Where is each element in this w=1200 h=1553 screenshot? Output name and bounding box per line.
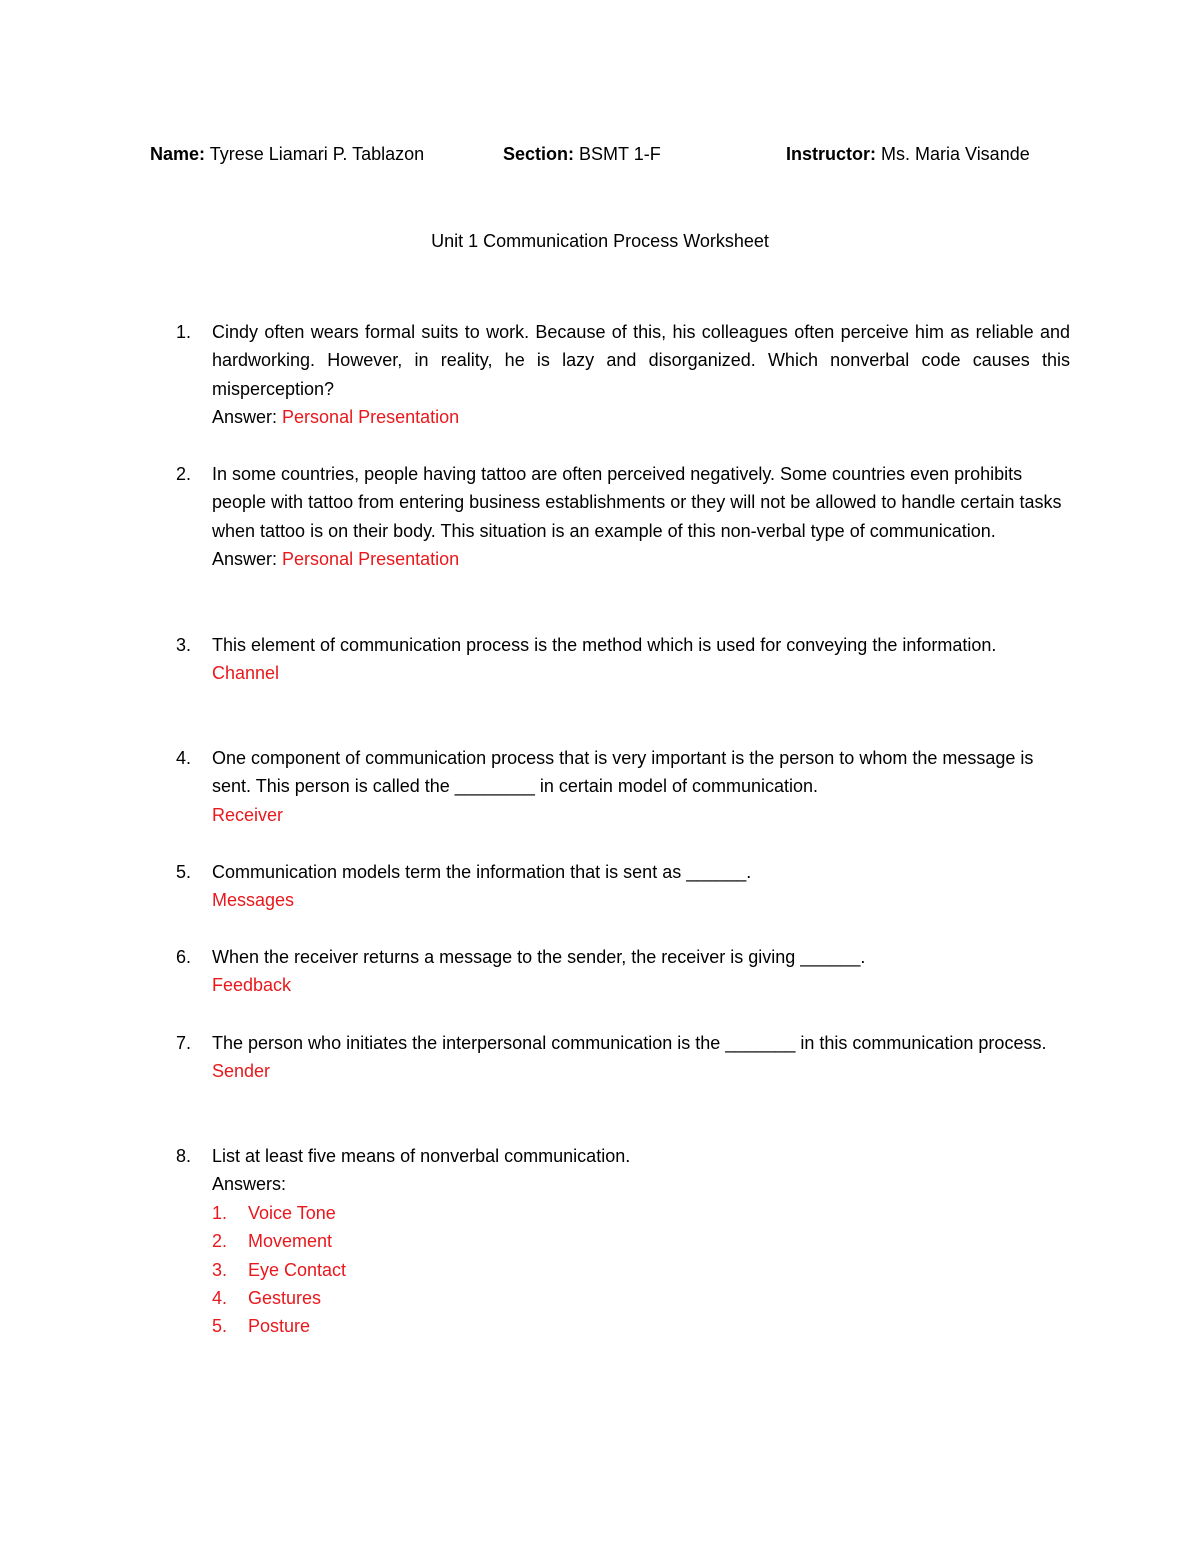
question-4 — [150, 744, 1070, 829]
answer-text: Feedback — [212, 975, 292, 996]
question-text: In some countries, people having tattoo are often perceived negatively. Some countries even prohibits people with tattoo from entering business establishments or they will not be allowed to handle certain tasks when tattoo is on their body. This situation is an example of this non-verbal type of communication. — [212, 464, 1062, 541]
section-label: Section: — [503, 144, 575, 164]
question-text: When the receiver returns a message to the sender, the receiver is giving ______. — [212, 947, 866, 967]
answer-item-text: Gestures — [248, 1288, 322, 1309]
answer-item-number: 1. — [212, 1202, 228, 1223]
answer-item-number: 3. — [212, 1259, 228, 1280]
question-number: 7. — [176, 1033, 192, 1053]
question-6 — [150, 943, 1070, 1000]
question-text: Cindy often wears formal suits to work. Because of this, his colleagues often perceive him as reliable and hardworking. However, in reality, he is lazy and disorganized. Which nonverbal code causes this misperception? — [212, 322, 1070, 399]
worksheet-title: Unit 1 Communication Process Worksheet — [431, 231, 769, 251]
question-number: 5. — [176, 862, 192, 882]
answer-item-text: Eye Contact — [248, 1259, 347, 1280]
answer-item-text: Movement — [248, 1231, 333, 1252]
question-text: The person who initiates the interpersonal communication is the _______ in this communication process. — [212, 1033, 1047, 1053]
instructor-field — [786, 144, 1030, 165]
answer-label: Answers: — [212, 1174, 287, 1195]
question-text: One component of communication process that is very important is the person to whom the message is sent. This person is called the ________ in certain model of communication. — [212, 748, 1034, 797]
answer-line — [212, 545, 1070, 573]
answer-text: Receiver — [212, 804, 284, 825]
question-number: 4. — [176, 748, 192, 768]
answer-list-item — [212, 1284, 1070, 1312]
question-2 — [150, 460, 1070, 574]
answer-text: Personal Presentation — [282, 549, 460, 570]
question-text: List at least five means of nonverbal communication. — [212, 1146, 631, 1166]
answer-list-item — [212, 1199, 1070, 1227]
answer-list-item — [212, 1256, 1070, 1284]
question-text: This element of communication process is the method which is used for conveying the information. — [212, 635, 997, 655]
answer-text: Personal Presentation — [282, 407, 460, 428]
answer-text: Messages — [212, 890, 295, 911]
section-value: BSMT 1-F — [574, 144, 661, 164]
answer-item-text: Voice Tone — [248, 1202, 336, 1223]
question-3 — [150, 631, 1070, 688]
question-1 — [150, 318, 1070, 432]
section-field — [503, 144, 661, 165]
question-number: 8. — [176, 1146, 192, 1166]
question-8 — [150, 1142, 1070, 1341]
answer-item-number: 4. — [212, 1288, 228, 1309]
answer-text: Channel — [212, 663, 280, 684]
question-number: 6. — [176, 947, 192, 967]
question-number: 1. — [176, 322, 192, 342]
answer-line — [212, 403, 1070, 431]
name-value: Tyrese Liamari P. Tablazon — [205, 144, 425, 164]
answer-item-text: Posture — [248, 1316, 311, 1337]
answer-item-number: 2. — [212, 1231, 228, 1252]
question-5 — [150, 858, 1070, 915]
answer-text: Sender — [212, 1061, 271, 1082]
answer-label: Answer: — [212, 549, 283, 570]
question-text: Communication models term the information that is sent as ______. — [212, 862, 752, 882]
question-7 — [150, 1029, 1070, 1086]
answer-item-number: 5. — [212, 1316, 228, 1337]
answer-list-item — [212, 1312, 1070, 1340]
student-name — [150, 144, 424, 165]
instructor-label: Instructor: — [786, 144, 876, 164]
question-number: 2. — [176, 464, 192, 484]
name-label: Name: — [150, 144, 206, 164]
instructor-value: Ms. Maria Visande — [876, 144, 1030, 164]
answer-list-item — [212, 1227, 1070, 1255]
answer-label: Answer: — [212, 407, 283, 428]
question-number: 3. — [176, 635, 192, 655]
